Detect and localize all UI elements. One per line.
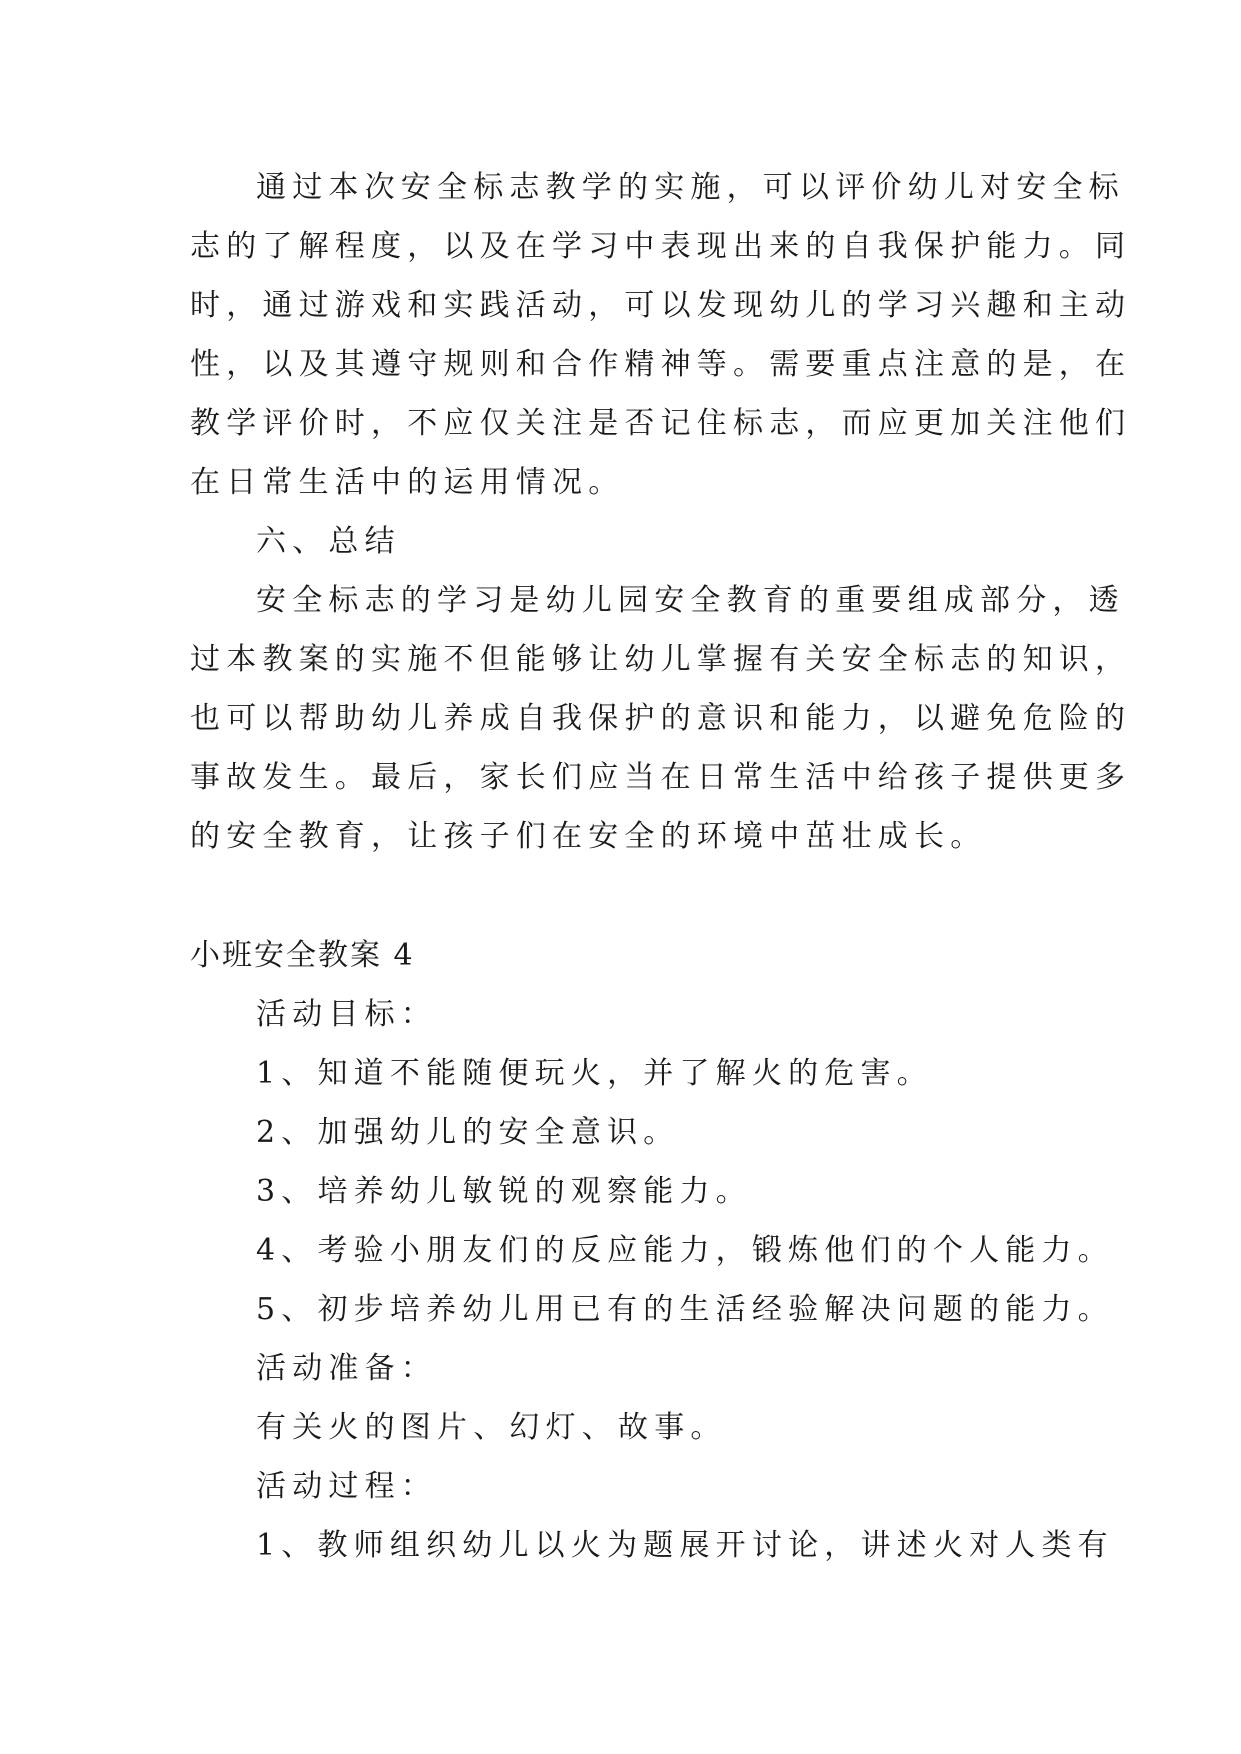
paragraph-line: 志的了解程度，以及在学习中表现出来的自我保护能力。同 bbox=[190, 229, 1132, 264]
section-spacer bbox=[190, 866, 1060, 926]
document-page bbox=[190, 158, 1132, 1575]
paragraph-line: 通过本次安全标志教学的实施，可以评价幼儿对安全标 bbox=[256, 170, 1125, 205]
goal-item: 4、考验小朋友们的反应能力，锻炼他们的个人能力。 bbox=[256, 1233, 1114, 1268]
prep-text: 有关火的图片、幻灯、故事。 bbox=[256, 1410, 727, 1445]
paragraph-line: 事故发生。最后，家长们应当在日常生活中给孩子提供更多 bbox=[190, 760, 1132, 795]
goal-item: 5、初步培养幼儿用已有的生活经验解决问题的能力。 bbox=[256, 1292, 1114, 1327]
prep-heading: 活动准备： bbox=[256, 1351, 437, 1386]
paragraph-line: 教学评价时，不应仅关注是否记住标志，而应更加关注他们 bbox=[190, 406, 1132, 441]
paragraph-line: 性，以及其遵守规则和合作精神等。需要重点注意的是，在 bbox=[190, 347, 1132, 382]
paragraph-line: 在日常生活中的运用情况。 bbox=[190, 465, 625, 500]
process-heading: 活动过程： bbox=[256, 1469, 437, 1504]
process-item: 1、教师组织幼儿以火为题展开讨论，讲述火对人类有 bbox=[256, 1528, 1114, 1563]
paragraph-line: 过本教案的实施不但能够让幼儿掌握有关安全标志的知识， bbox=[190, 642, 1132, 677]
goals-heading: 活动目标： bbox=[256, 997, 437, 1032]
goal-item: 2、加强幼儿的安全意识。 bbox=[256, 1115, 680, 1150]
section-heading-summary: 六、总结 bbox=[256, 524, 401, 559]
paragraph-line: 时，通过游戏和实践活动，可以发现幼儿的学习兴趣和主动 bbox=[190, 288, 1132, 323]
paragraph-line: 的安全教育，让孩子们在安全的环境中茁壮成长。 bbox=[190, 819, 987, 854]
paragraph-line: 也可以帮助幼儿养成自我保护的意识和能力，以避免危险的 bbox=[190, 701, 1132, 736]
lesson-title: 小班安全教案 4 bbox=[190, 938, 415, 973]
goal-item: 1、知道不能随便玩火，并了解火的危害。 bbox=[256, 1056, 933, 1091]
goal-item: 3、培养幼儿敏锐的观察能力。 bbox=[256, 1174, 752, 1209]
paragraph-line: 安全标志的学习是幼儿园安全教育的重要组成部分，透 bbox=[256, 583, 1125, 618]
